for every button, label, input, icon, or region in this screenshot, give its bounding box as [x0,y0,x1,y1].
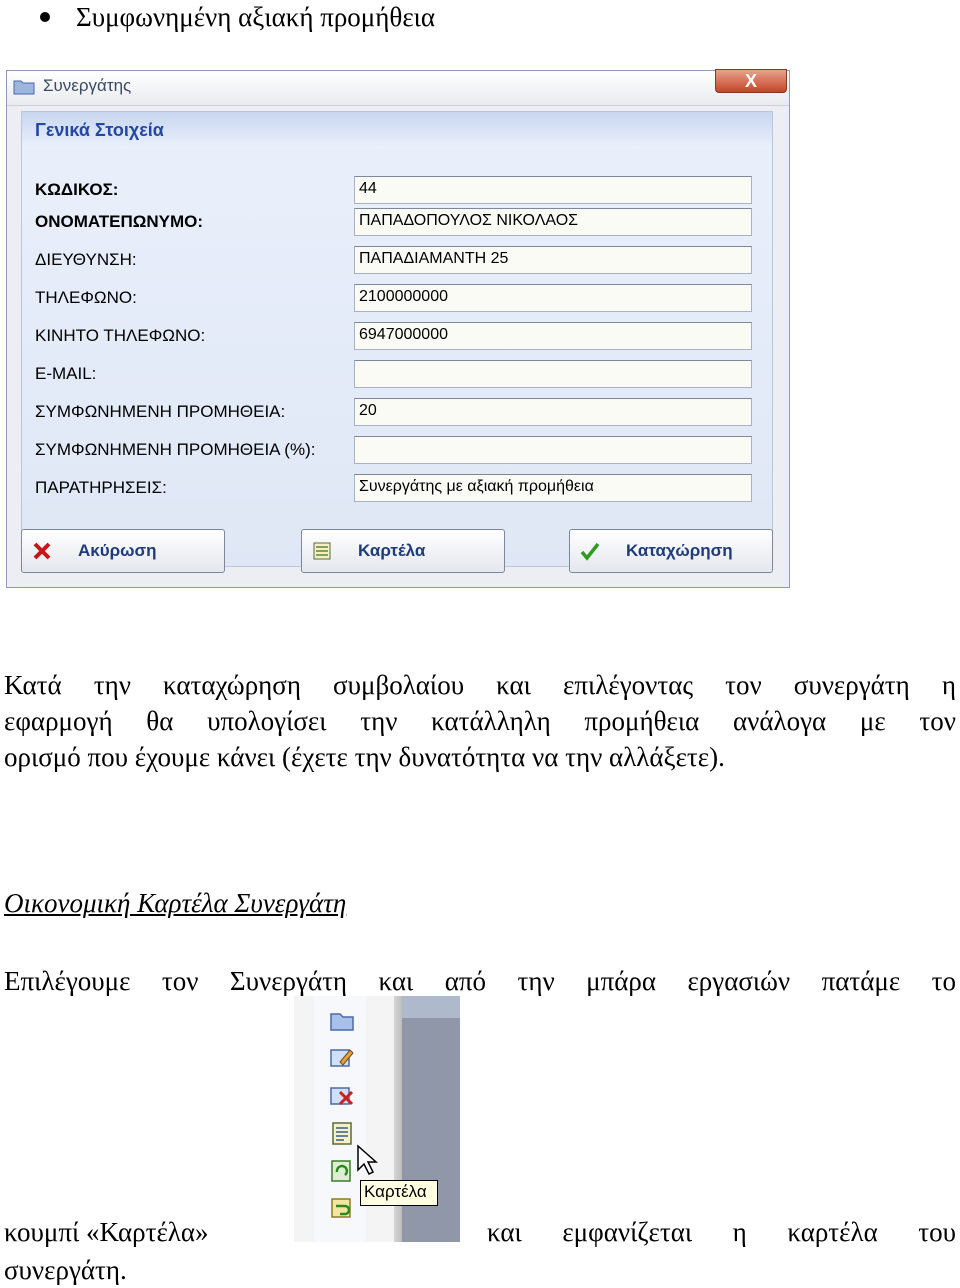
folder-icon[interactable] [328,1008,356,1034]
paragraph-line: Επιλέγουμε τον Συνεργάτη και από την μπάρα εργασιών πατάμε το [4,966,956,996]
field-label: ΣΥΜΦΩΝΗΜΕΝΗ ΠΡΟΜΗΘΕΙΑ: [35,402,286,421]
field-row-notes [22,474,774,506]
paragraph-text-left: κουμπί «Καρτέλα» [4,1217,209,1247]
cancel-button-label: Ακύρωση [78,541,157,560]
paragraph-instructions [4,963,956,999]
field-row-commission [22,398,774,430]
field-label: ΟΝΟΜΑΤΕΠΩΝΥΜΟ: [35,212,204,231]
panel-title: Γενικά Στοιχεία [35,120,164,140]
bullet-item [40,0,435,34]
close-button[interactable]: X [715,69,787,93]
panel-header [22,112,772,148]
mouse-cursor-icon [356,1144,378,1176]
field-label: ΚΙΝΗΤΟ ΤΗΛΕΦΩΝΟ: [35,326,206,345]
field-label: ΤΗΛΕΦΩΝΟ: [35,288,137,307]
red-x-icon [32,541,52,561]
paragraph-text-right: και εμφανίζεται η καρτέλα του [487,1217,956,1247]
notes-input[interactable]: Συνεργάτης με αξιακή προμήθεια [354,474,752,502]
save-button[interactable] [569,529,773,573]
section-heading: Οικονομική Καρτέλα Συνεργάτη [4,888,347,918]
commission-input[interactable]: 20 [354,398,752,426]
code-input[interactable]: 44 [354,176,752,204]
undo-icon[interactable] [328,1194,356,1220]
field-row-code [22,176,774,208]
field-label: ΠΑΡΑΤΗΡΗΣΕΙΣ: [35,478,167,497]
paragraph-commission [4,667,956,775]
field-row-commission-percent [22,436,774,468]
name-input[interactable]: ΠΑΠΑΔΟΠΟΥΛΟΣ ΝΙΚΟΛΑΟΣ [354,208,752,236]
ledger-icon [312,541,332,561]
paragraph-line: Κατά την καταχώρηση συμβολαίου και επιλέγοντας τον συνεργάτη η [4,670,956,700]
tooltip: Καρτέλα [360,1180,438,1206]
partner-dialog [6,70,790,588]
mobile-input[interactable]: 6947000000 [354,322,752,350]
general-info-panel [21,111,773,567]
toolbar-screenshot [294,996,460,1242]
card-button[interactable] [301,529,505,573]
dialog-titlebar [7,71,789,106]
bullet-dot-icon [40,12,50,22]
field-label: E-MAIL: [35,364,97,383]
field-label: ΚΩΔΙΚΟΣ: [35,180,119,199]
bullet-text: Συμφωνημένη αξιακή προμήθεια [76,2,436,32]
checkmark-icon [580,541,600,561]
field-label: ΣΥΜΦΩΝΗΜΕΝΗ ΠΡΟΜΗΘΕΙΑ (%): [35,440,316,459]
refresh-icon[interactable] [328,1158,356,1184]
field-row-phone [22,284,774,316]
field-row-address [22,246,774,278]
field-label: ΔΙΕΥΘΥΝΣΗ: [35,250,137,269]
cancel-button[interactable] [21,529,225,573]
field-row-name [22,208,774,240]
edit-icon[interactable] [328,1044,356,1070]
address-input[interactable]: ΠΑΠΑΔΙΑΜΑΝΤΗ 25 [354,246,752,274]
paragraph-line: εφαρμογή θα υπολογίσει την κατάλληλη προμήθεια ανάλογα με τον [4,706,956,736]
background-panel-top [402,996,460,1018]
dialog-title: Συνεργάτης [43,76,132,95]
ledger-icon[interactable] [328,1120,356,1146]
paragraph-line: ορισμό που έχουμε κάνει (έχετε την δυνατότητα να την αλλάξετε). [4,742,725,772]
email-input[interactable] [354,360,752,388]
field-row-email [22,360,774,392]
field-row-mobile [22,322,774,354]
save-button-label: Καταχώρηση [626,541,733,560]
card-button-label: Καρτέλα [358,541,426,560]
phone-input[interactable]: 2100000000 [354,284,752,312]
folder-icon [13,79,35,95]
paragraph-text-end: συνεργάτη. [4,1255,127,1285]
commission-percent-input[interactable] [354,436,752,464]
delete-icon[interactable] [328,1082,356,1108]
